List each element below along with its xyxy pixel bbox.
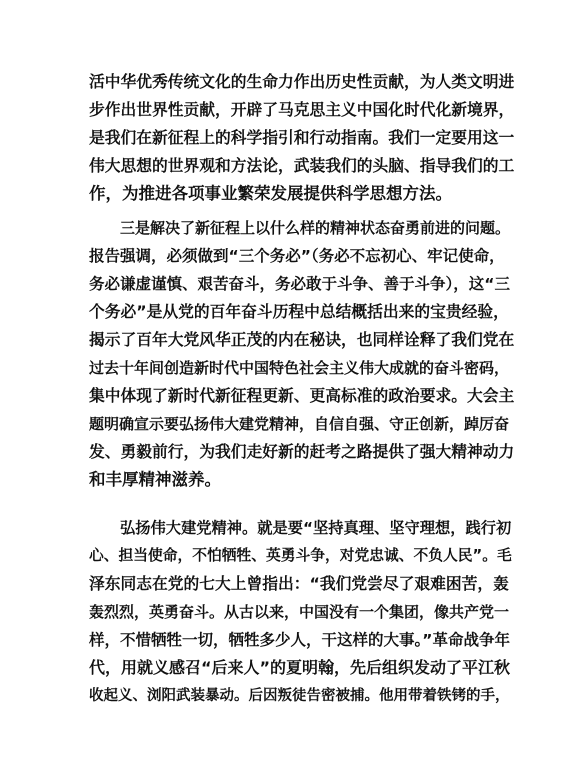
text-line: 集中体现了新时代新征程更新、更高标准的政治要求。大会主 [89, 386, 515, 405]
text-line: 报告强调，必须做到“三个务必”（务必不忘初心、牢记使命， [89, 247, 505, 265]
text-line: 题明确宣示要弘扬伟大建党精神，自信自强、守正创新，踔厉奋 [89, 415, 510, 433]
text-line: 发、勇毅前行，为我们走好新的赶考之路提供了强大精神动力 [89, 442, 515, 461]
text-line: 心、担当使命，不怕牺牲、英勇斗争，对党忠诚、不负人民”。毛 [89, 547, 512, 564]
text-line: 收起义、浏阳武装暴动。后因叛徒告密被捕。他用带着铁铐的手， [89, 688, 510, 704]
text-line: 三是解决了新征程上以什么样的精神状态奋勇前进的问题。 [120, 219, 511, 237]
text-line: 代，用就义感召“后来人”的夏明翰，先后组织发动了平江秋 [89, 658, 511, 677]
text-line: 是我们在新征程上的科学指引和行动指南。我们一定要用这一 [89, 128, 515, 147]
text-line: 伟大思想的世界观和方法论，武装我们的头脑、指导我们的工 [89, 156, 515, 175]
text-line: 弘扬伟大建党精神。就是要“坚持真理、坚守理想，践行初 [120, 519, 512, 537]
text-line: 作，为推进各项事业繁荣发展提供科学思想方法。 [89, 184, 452, 203]
text-line: 样，不惜牺牲一切，牺牲多少人，干这样的大事。”革命战争年 [89, 631, 510, 649]
text-line: 活中华优秀传统文化的生命力作出历史性贡献，为人类文明进 [89, 72, 515, 91]
text-line: 和丰厚精神滋养。 [89, 470, 221, 489]
text-line: 过去十年间创造新时代中国特色社会主义伟大成就的奋斗密码， [89, 359, 510, 377]
text-line: 个务必”是从党的百年奋斗历程中总结概括出来的宝贵经验， [89, 302, 509, 321]
text-line: 轰烈烈，英勇奋斗。从古以来，中国没有一个集团，像共产党一 [89, 603, 510, 621]
text-line: 步作出世界性贡献，开辟了马克思主义中国化时代化新境界， [89, 100, 515, 119]
text-line: 务必谦虚谨慎、艰苦奋斗，务必敢于斗争、善于斗争），这“三 [89, 275, 510, 293]
text-line: 泽东同志在党的七大上曾指出：“我们党尝尽了艰难困苦，轰 [89, 574, 509, 593]
text-line: 揭示了百年大党风华正茂的内在秘诀，也同样诠释了我们党在 [89, 330, 515, 349]
